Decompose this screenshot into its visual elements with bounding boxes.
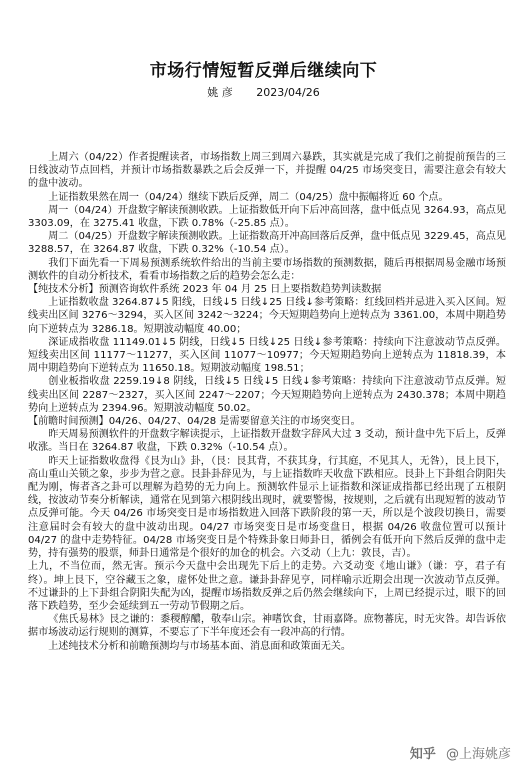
- paragraph-chinext-index: 创业板指收盘 2259.19↓8 阴线，日线↓5 日线↓5 日线↓参考策略：持续向下注意波动节点反弹。短线卖出区间 2287～2327，买入区间 2247～2207；今天短期趋势向上逆转点为 2430.378；本周中期趋势向上逆转点为 2394.96。短期波动幅度 50.02。: [28, 376, 506, 414]
- watermark: [410, 743, 511, 762]
- disclaimer: 上述纯技术分析和前瞻预测均与市场基本面、消息面和政策面无关。: [48, 640, 351, 652]
- paragraph: 我们下面先看一下周易预测系统软件给出的当前主要市场指数的预测数据，随后再根据周易金融市场预测软件的自动分析技术，看看市场指数之后的趋势会怎么走：: [28, 257, 506, 282]
- publish-date: 2023/04/26: [256, 86, 320, 99]
- page: [0, 56, 527, 776]
- paragraph: 《焦氏易林》艮之谦的：黍稷醇醲，敬奉山宗。神嗜饮食，甘雨嘉降。庶物蕃庑，时无灾咎。却告诉依据市场波动运行规则的测算，不要忘了下半年度还会有一段冲高的行情。: [28, 614, 506, 639]
- zhihu-logo: 知乎: [409, 747, 436, 762]
- byline: [0, 84, 527, 100]
- paragraph: 周二（04/25）开盘数字解读预测收跌。上证指数高开冲高回落后反弹，盘中低点见 3229.45，高点见 3288.57，在 3264.87 收盘，下跌 0.32%（-10.54 点）。: [28, 231, 506, 256]
- paragraph: 周一（04/24）开盘数字解读预测收跌。上证指数低开向下后冲高回落，盘中低点见 3264.93，高点见 3303.09，在 3275.41 收盘，下跌 0.78%（-25.85 点）。: [28, 204, 506, 230]
- paragraph: 上九，不当位而，然无害。预示今天盘中会出现先下后上的走势。六爻动变《地山谦》（谦：亨，君子有终）。坤上艮下，空谷藏玉之象，虚怀处世之意。谦卦卦辞见亨，同样喻示近期会出现一次波动节点反弹。不过谦卦的上下卦组合阴阳失配为凶，提醒市场指数反弹之后仍然会继续向下，上周已经提示过，眼下的回落下跌趋势，至少会延续到五一劳动节假期之后。: [28, 561, 506, 612]
- article-title: 市场行情短暂反弹后继续向下: [149, 61, 378, 81]
- author-name: 姚 彦: [207, 86, 233, 99]
- paragraph: 昨天上证指数收盘得《艮为山》卦，（艮：艮其背，不获其身，行其庭，不见其人，无咎），艮上艮下，高山重山关锁之象，步步为营之意。艮卦卦辞见为，与上证指数昨天收盘下跌相应。艮卦上下卦组合阴阳失配为刚，悔者吝之卦可以理解为趋势的无力向上。预测软件显示上证指数和深证成指都已经出现了五根阴线，按波动节奏分析解读，通常在见到第六根阴线出现时，就要警惕，按规则，之后就有出现短暂的波动节点反弹可能。今天 04/26 市场突变日是市场指数进入回落下跌阶段的第一天，所以是个波段切换日，需要注意届时会有较大的盘中波动出现。04/27 市场突变日是市场变盘日，根据 04/26 收盘位置可以预计 04/27 的盘中走势特征。04/28 市场突变日是个特殊卦象日师卦日，循例会有低开向下然后反弹的盘中走势，持有强势的股票，师卦日通常是个很好的加仓的机会。六爻动（上九：敦艮，吉）。: [28, 455, 506, 560]
- section-heading-forecast: 【前瞻时间预测】04/26、04/27、04/28 是需要留意关注的市场突变日。: [28, 416, 361, 428]
- watermark-handle: @上海姚彦: [445, 747, 511, 762]
- article-body: [28, 151, 506, 653]
- paragraph: 上周六（04/22）作者提醒读者，市场指数上周三到周六暴跌，其实就是完成了我们之前提前预告的三日线波动节点回档，并预计市场指数暴跌之后会反弹一下，并提醒 04/25 市场突变日，需要注意会有较大的盘中波动。: [28, 152, 506, 190]
- paragraph: 昨天周易预测软件的开盘数字解读提示，上证指数开盘数字辞风大过 3 爻动，预计盘中先下后上，反弹收涨。当日在 3264.87 收盘，下跌 0.32%（-10.54 点）。: [28, 429, 506, 454]
- section-heading-technical: 【纯技术分析】预测咨询软件系统 2023 年 04 月 25 日上要指数趋势判读数据: [28, 284, 382, 296]
- paragraph-shanghai-index: 上证指数收盘 3264.87↓5 阳线，日线↓5 日线↓25 日线↓参考策略：红线回档并忌进入买入区间。短线卖出区间 3276～3294，买入区间 3242～3224；今天短期趋势向上逆转点为 3361.00，本周中期趋势向下逆转点为 3286.18。短期波动幅度 40.00；: [28, 297, 506, 335]
- paragraph-shenzhen-index: 深证成指收盘 11149.01↓5 阴线，日线↓5 日线↓25 日线↓参考策略：持续向下注意波动节点反弹。短线卖出区间 11177～11277，买入区间 11077～10977；今天短期趋势向上逆转点为 11818.39，本周中期趋势向下逆转点为 11650.18。短期波动幅度 198.51；: [28, 336, 506, 375]
- paragraph: 上证指数果然在周一（04/24）继续下跌后反弹，周二（04/25）盘中振幅将近 60 个点。: [48, 191, 449, 203]
